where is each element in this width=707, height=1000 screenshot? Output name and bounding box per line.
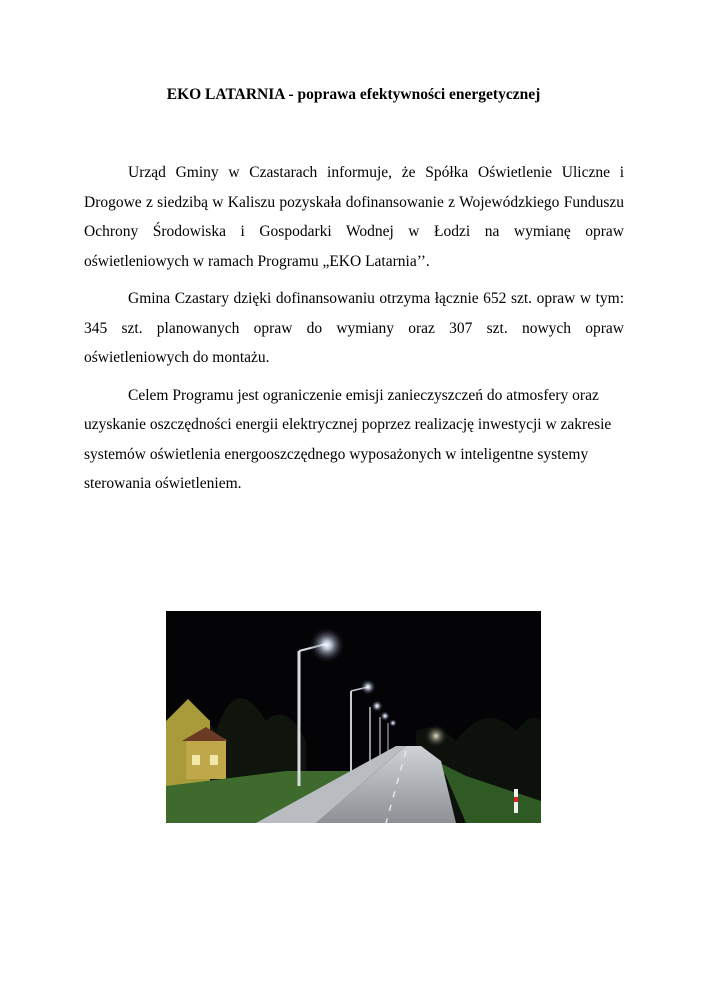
document-title: EKO LATARNIA - poprawa efektywności energetycznej: [166, 86, 541, 103]
paragraph-2: Gmina Czastary dzięki dofinansowaniu otrzyma łącznie 652 szt. opraw w tym: 345 szt. planowanych opraw do wymiany oraz 307 szt. nowych opraw oświetleniowych do montażu.: [84, 290, 624, 366]
paragraph-3: Celem Programu jest ograniczenie emisji zanieczyszczeń do atmosfery oraz uzyskanie oszczędności energii elektrycznej poprzez realizację inwestycji w zakresie systemów oświetlenia energooszczędnego wyposażonych w inteligentne systemy sterowania oświetleniem.: [84, 386, 612, 492]
street-lights-photo: [166, 611, 541, 823]
paragraph-1: Urząd Gminy w Czastarach informuje, że Spółka Oświetlenie Uliczne i Drogowe z siedzibą w Kaliszu pozyskała dofinansowanie z Wojewódzkiego Funduszu Ochrony Środowiska i Gospodarki Wodnej w Łodzi na wymianę opraw oświetleniowych w ramach Programu „EKO Latarnia’’.: [84, 164, 624, 270]
document-body: [84, 158, 624, 507]
